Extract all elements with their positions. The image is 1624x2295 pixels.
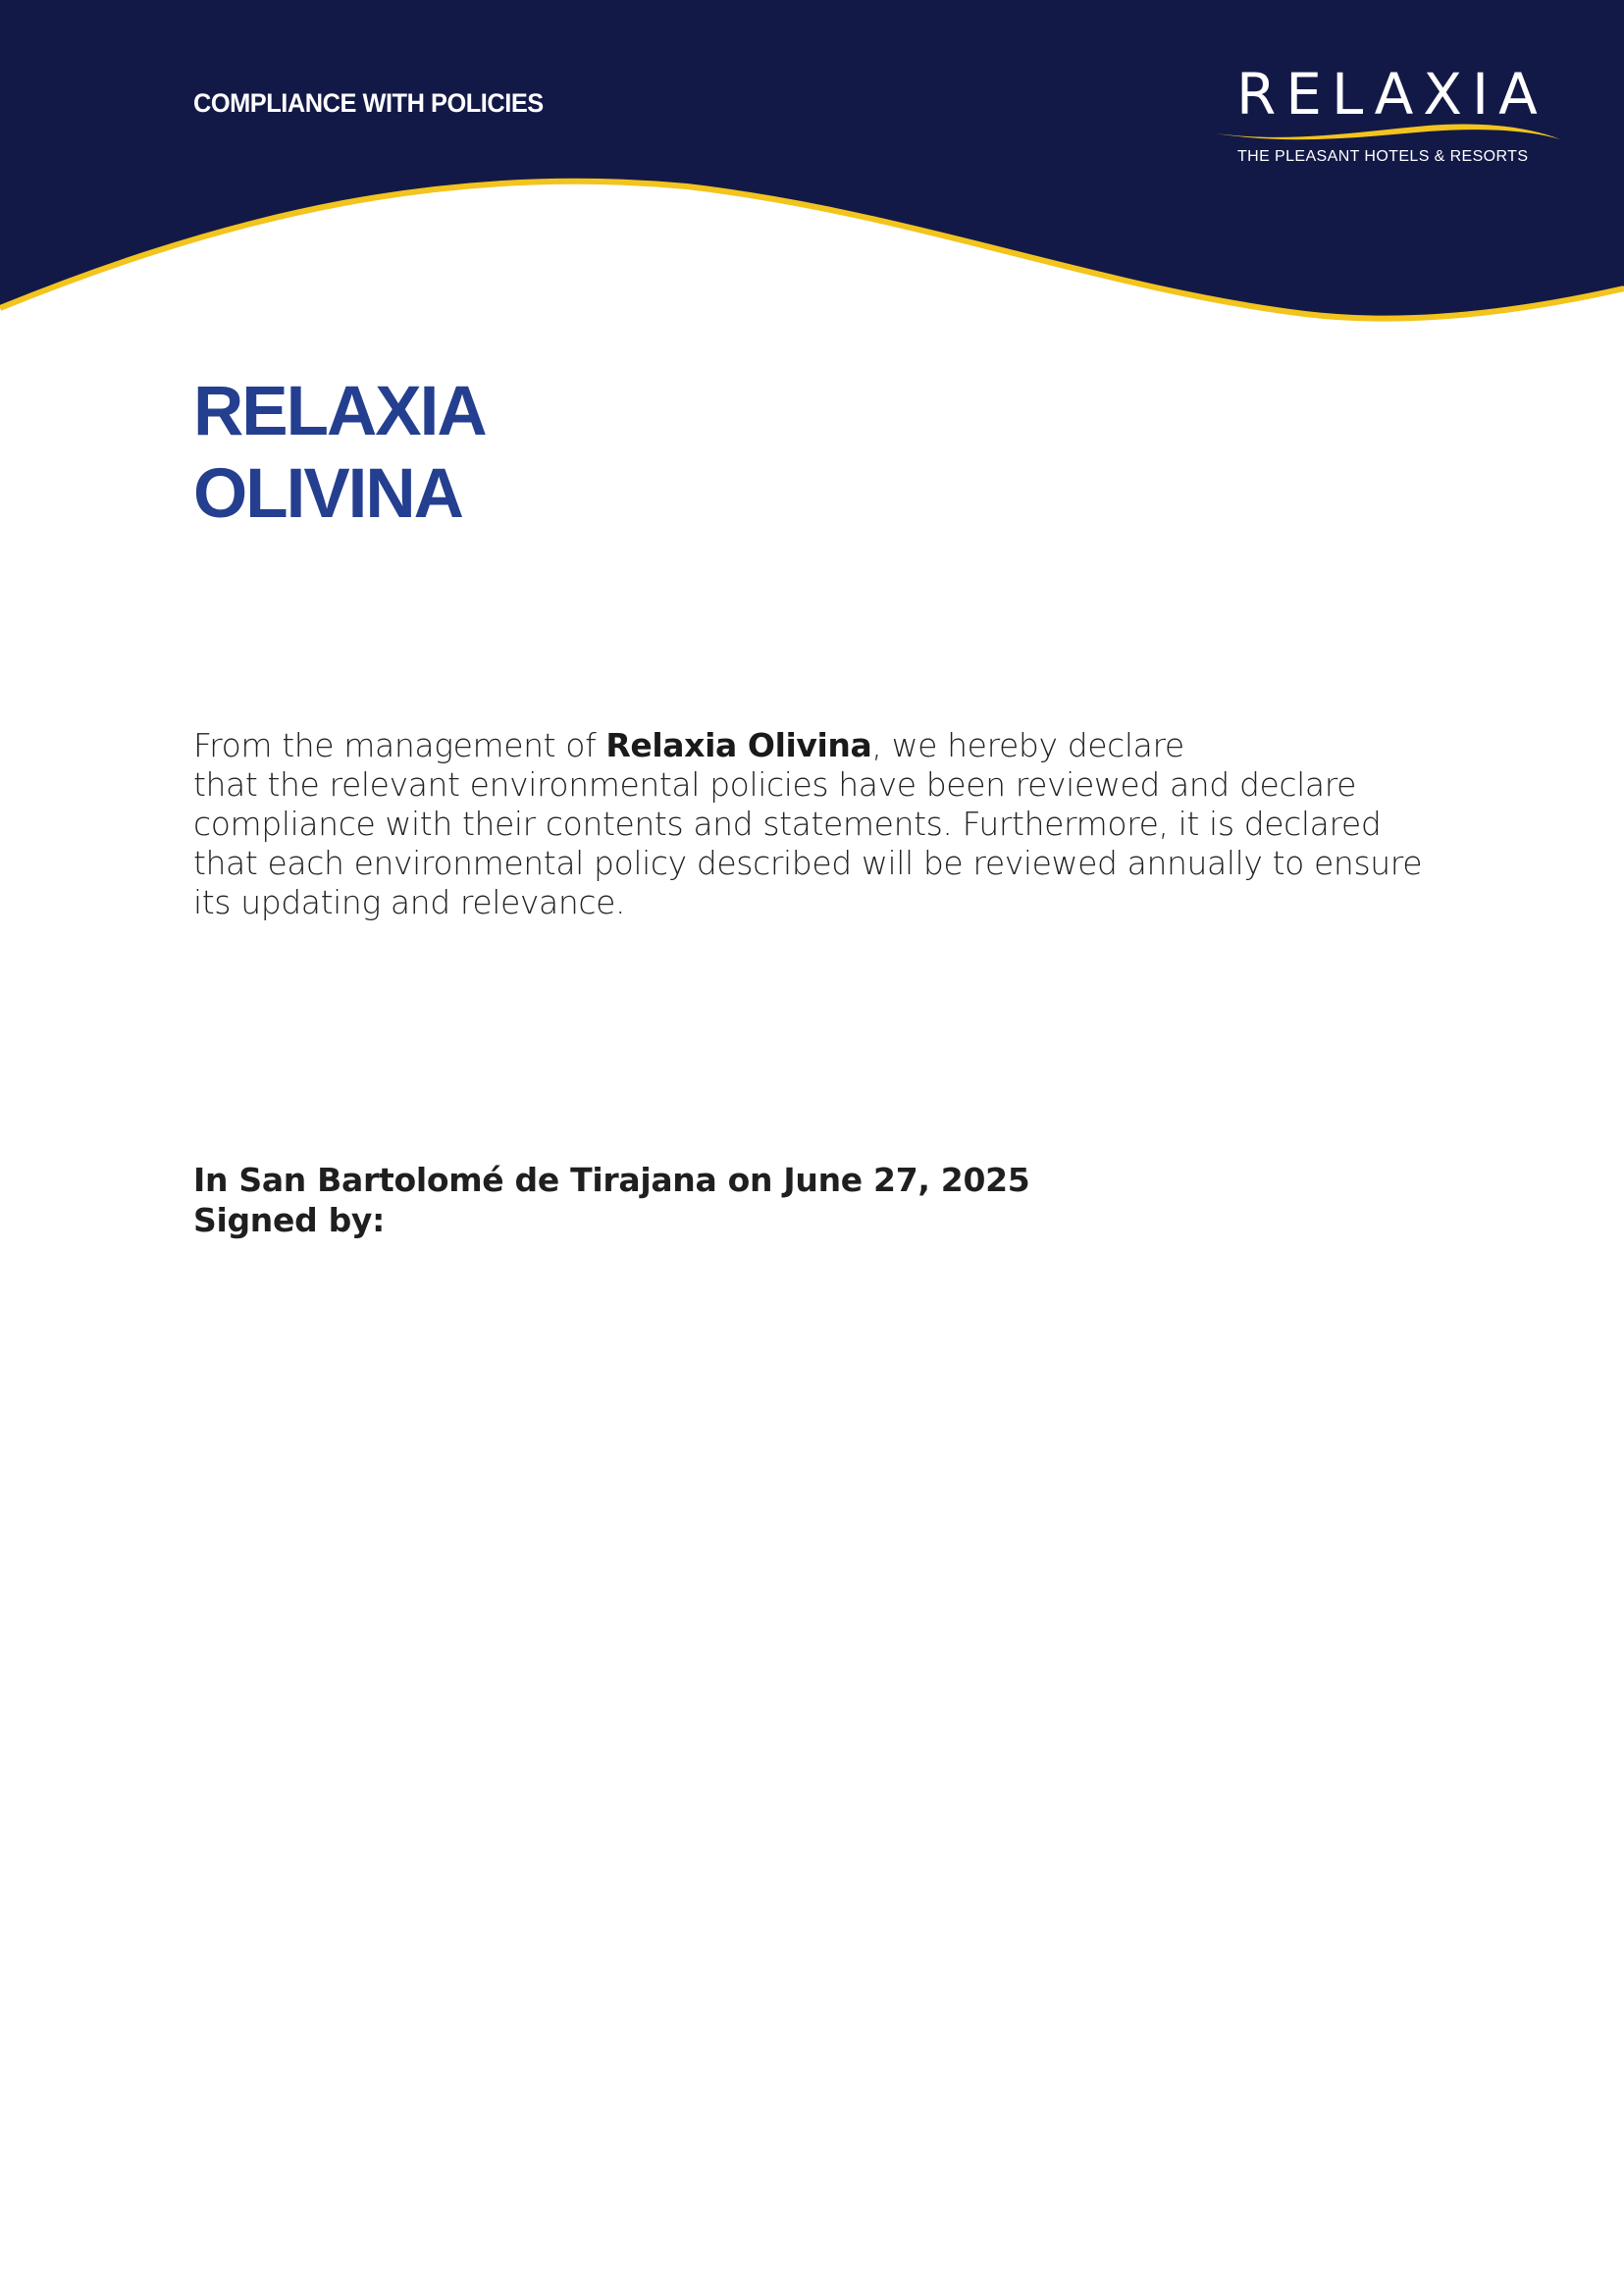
place-date: In San Bartolomé de Tirajana on June 27, 2025 [193,1161,1030,1199]
logo-tagline: THE PLEASANT HOTELS & RESORTS [1237,148,1529,165]
signature-block [193,1160,1029,1240]
declaration-line-1 [193,726,1469,765]
hotel-name-bold: Relaxia Olivina [605,726,872,764]
declaration-line-1-end: , we hereby declare [871,726,1184,764]
hotel-title [193,371,486,536]
declaration-paragraph [193,726,1469,922]
title-line-2: OLIVINA [193,455,462,533]
declaration-line-3: compliance with their contents and statements. Furthermore, it is declared [193,805,1382,843]
logo-wordmark: RELAXIA [1236,61,1547,128]
signed-by-label: Signed by: [193,1201,386,1239]
declaration-line-4: that each environmental policy described will be reviewed annually to ensure [193,844,1423,882]
title-line-1: RELAXIA [193,373,486,450]
section-label: COMPLIANCE WITH POLICIES [193,88,544,118]
declaration-line-2: that the relevant environmental policies have been reviewed and declare [193,765,1357,804]
declaration-line-5: its updating and relevance. [193,883,626,921]
relaxia-logo [1212,61,1565,179]
declaration-line-1-start: From the management of [193,726,606,764]
